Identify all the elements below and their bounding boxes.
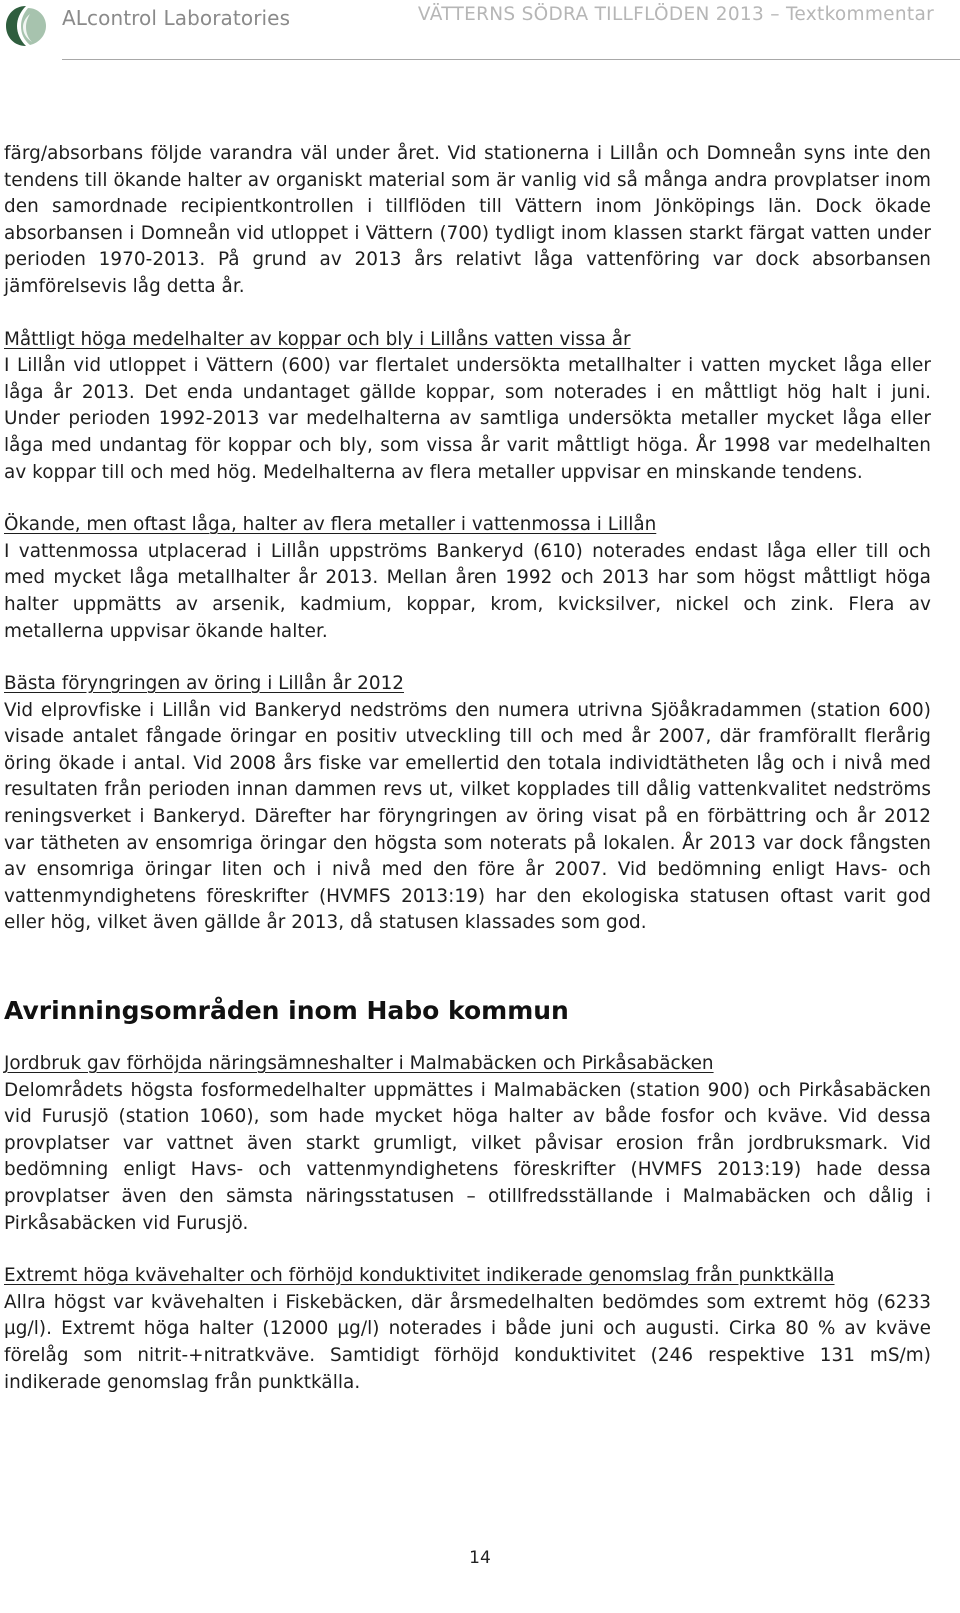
document-title: VÄTTERNS SÖDRA TILLFLÖDEN 2013 – Textkommentar [417,4,934,25]
section-text: Allra högst var kvävehalten i Fiskebäcken, där årsmedelhalten bedömdes som extremt hög (6233 µg/l). Extremt höga halter (12000 µg/l) noterades i både juni och augusti. Cirka 80 % av kväve förelåg som nitrit-+nitratkväve. Samtidigt förhöjd konduktivitet (246 respektive 131 mS/m) indikerade genomslag från punktkälla. [4,1291,931,1393]
section-title: Jordbruk gav förhöjda näringsämneshalter i Malmabäcken och Pirkåsabäcken [4,1053,714,1075]
section-text: Delområdets högsta fosformedelhalter uppmättes i Malmabäcken (station 900) och Pirkåsabäcken vid Furusjö (station 1060), som hade mycket höga halter av både fosfor och kväve. Vid dessa provplatser var vattnet även starkt grumligt, vilket påvisar erosion från jordbruksmark. Vid bedömning enligt Havs- och vattenmyndighetens föreskrifter (HVMFS 2013:19) hade dessa provplatser även den sämsta näringsstatusen – otillfredsställande i Malmabäcken och dålig i Pirkåsabäcken vid Furusjö. [4,1079,931,1234]
alcontrol-leaf-logo-icon [4,4,48,48]
section-text: Vid elprovfiske i Lillån vid Bankeryd nedströms den numera utrivna Sjöåkradammen (station 600) visade antalet fångade öringar en positiv utveckling till och med år 2007, där framförallt flerårig öring ökade i antal. Vid 2008 års fiske var emellertid den totala individtätheten låg och i nivå med resultaten från perioden innan dammen revs ut, vilket kopplades till dålig vattenkvalitet nedströms reningsverket i Bankeryd. Därefter har föryngringen av öring visat på en förbättring och år 2012 var tätheten av ensomriga öringar den högsta som noterats på lokalen. År 2013 var dock fångsten av ensomriga öringar liten och i nivå med den före år 2007. Vid bedömning enligt Havs- och vattenmyndighetens föreskrifter (HVMFS 2013:19) har den ekologiska statusen oftast varit god eller hög, vilket även gällde år 2013, då statusen klassades som god. [4,699,931,934]
company-name: ALcontrol Laboratories [62,6,291,30]
section-metals-water [4,327,931,487]
page-header [0,0,960,62]
section-title: Ökande, men oftast låga, halter av flera metaller i vattenmossa i Lillån [4,514,657,536]
intro-paragraph: färg/absorbans följde varandra väl under året. Vid stationerna i Lillån och Domneån syns inte den tendens till ökande halter av organiskt material som är vanlig vid så många andra provplatser inom den samordnade recipientkontrollen i tillflöden till Vättern inom Jönköpings län. Dock ökade absorbansen i Domneån vid utloppet i Vättern (700) tydligt inom klassen starkt färgat vatten under perioden 1970-2013. På grund av 2013 års relativt låga vattenföring var dock absorbansen jämförelsevis låg detta år. [4,143,931,297]
section-nutrients [4,1051,931,1237]
section-trout [4,671,931,937]
section-title: Bästa föryngringen av öring i Lillån år 2012 [4,673,404,695]
page-number: 14 [469,1548,491,1568]
section-text: I vattenmossa utplacerad i Lillån uppströms Bankeryd (610) noterades endast låga eller till och med mycket låga metallhalter år 2013. Mellan åren 1992 och 2013 har som högst måttligt höga halter uppmätts av arsenik, kadmium, koppar, krom, kvicksilver, nickel och zink. Flera av metallerna uppvisar ökande halter. [4,540,931,642]
section-title: Extremt höga kvävehalter och förhöjd konduktivitet indikerade genomslag från punktkälla [4,1265,835,1287]
section-nitrogen [4,1263,931,1396]
habo-heading: Avrinningsområden inom Habo kommun [4,996,569,1026]
section-metals-moss [4,512,931,645]
page-content [4,141,931,1396]
section-title: Måttligt höga medelhalter av koppar och bly i Lillåns vatten vissa år [4,328,631,350]
section-text: I Lillån vid utloppet i Vättern (600) var flertalet undersökta metallhalter i vatten mycket låga eller låga år 2013. Det enda undantaget gällde koppar, som noterades i en måttligt hög halt i juni. Under perioden 1992-2013 var medelhalterna av samtliga undersökta metaller mycket låga eller låga med undantag för koppar och bly, som vissa år varit måttligt höga. År 1998 var medelhalten av koppar till och med hög. Medelhalterna av flera metaller uppvisar en minskande tendens. [4,355,931,483]
header-divider [62,59,960,60]
